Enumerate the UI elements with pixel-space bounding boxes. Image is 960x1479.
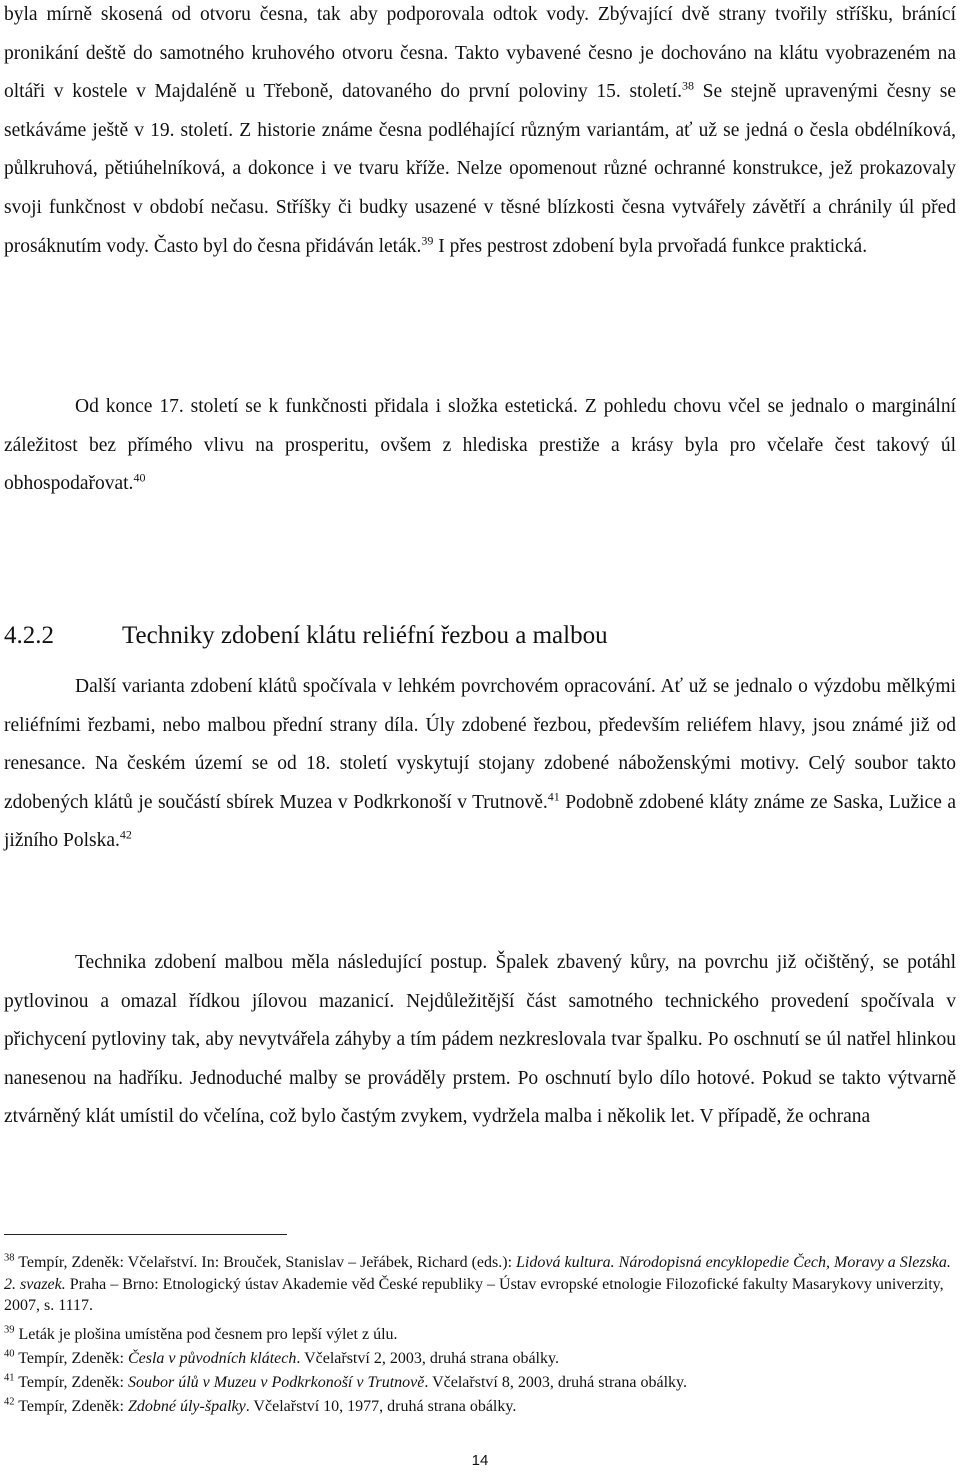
page-number: 14 xyxy=(471,1452,489,1469)
footnote-42-text-b: . Včelařství 10, 1977, druhá strana obálky. xyxy=(245,1398,517,1415)
footnote-42-text-a: Tempír, Zdeněk: xyxy=(14,1398,128,1415)
footnote-38-text-a: Tempír, Zdeněk: Včelařství. In: Brouček, Stanislav – Jeřábek, Richard (eds.): xyxy=(14,1254,517,1271)
footnote-38 xyxy=(4,1252,956,1317)
section-number: 4.2.2 xyxy=(4,622,54,649)
footnote-38-title: Lidová kultura. Národopisná encyklopedie Čech, Moravy a Slezska. 2. svazek. xyxy=(4,1254,951,1293)
footnote-separator xyxy=(4,1234,287,1235)
footnote-38-number: 38 xyxy=(4,1252,15,1264)
paragraph-4-text: Technika zdobení malbou měla následující postup. Špalek zbavený kůry, na povrchu již očištěný, se potáhl pytlovinou a omazal řídkou jílovou mazanicí. Nejdůležitější část samotného technického provedení spočívala v přichycení pytloviny tak, aby nevytvářela záhyby a tím pádem nezkreslovala tvar špalku. Po oschnutí se úl natřel hlinkou nanesenou na hadříku. Jednoduché malby se prováděly prstem. Po oschnutí bylo dílo hotové. Pokud se takto výtvarně ztvárněný klát umístil do včelína, což bylo častým zvykem, vydržela malba i několik let. V případě, že ochrana xyxy=(4,952,956,1128)
paragraph-4 xyxy=(4,944,956,1137)
paragraph-1-text-c: I přes pestrost zdobení byla prvořadá funkce praktická. xyxy=(433,235,868,257)
paragraph-3 xyxy=(4,668,956,861)
paragraph-2 xyxy=(4,388,956,504)
footnote-39 xyxy=(4,1324,956,1346)
paragraph-1 xyxy=(4,0,956,266)
footnote-40-number: 40 xyxy=(4,1348,15,1360)
footnote-ref-41[interactable]: 41 xyxy=(547,789,560,804)
paragraph-3-text-b: Podobně zdobené kláty známe ze Saska, Lužice a jižního Polska. xyxy=(4,791,956,852)
footnote-ref-40[interactable]: 40 xyxy=(133,470,146,485)
footnote-38-text-b: Praha – Brno: Etnologický ústav Akademie věd České republiky – Ústav evropské etnologie Filozofické fakulty Masarykovy univerzity, 2007, s. 1117. xyxy=(4,1275,944,1314)
paragraph-3-text-a: Další varianta zdobení klátů spočívala v lehkém povrchovém opracování. Ať už se jednalo o výzdobu mělkými reliéfními řezbami, nebo malbou přední strany díla. Úly zdobené řezbou, především reliéfem hlavy, jsou známé již od renesance. Na českém území se od 18. století vyskytují stojany zdobené náboženskými motivy. Celý soubor takto zdobených klátů je součástí sbírek Muzea v Podkrkonoší v Trutnově. xyxy=(4,676,956,813)
footnote-41-number: 41 xyxy=(4,1372,15,1384)
footnote-41-title: Soubor úlů v Muzeu v Podkrkonoší v Trutnově xyxy=(127,1374,425,1391)
footnote-42 xyxy=(4,1396,956,1418)
footnote-41 xyxy=(4,1372,956,1394)
footnote-39-text: Leták je plošina umístěna pod česnem pro lepší výlet z úlu. xyxy=(14,1326,398,1343)
paragraph-1-text-b: Se stejně upravenými česny se setkáváme ještě v 19. století. Z historie známe česna podléhající různým variantám, ať už se jedná o česla obdélníková, půlkruhová, pětiúhelníková, a dokonce i ve tvaru kříže. Nelze opomenout různé ochranné konstrukce, jež prokazovaly svoji funkčnost v období nečasu. Stříšky či budky usazené v těsné blízkosti česna vytvářely závětří a chránily úl před prosáknutím vody. Často byl do česna přidáván leták. xyxy=(4,81,957,257)
footnote-40-text-b: . Včelařství 2, 2003, druhá strana obálky. xyxy=(296,1350,559,1367)
section-title: Techniky zdobení klátu reliéfní řezbou a malbou xyxy=(122,622,608,649)
footnote-42-number: 42 xyxy=(4,1396,15,1408)
footnote-40-title: Česla v původních klátech xyxy=(127,1350,297,1367)
section-heading xyxy=(4,616,956,656)
footnote-ref-38[interactable]: 38 xyxy=(682,78,694,93)
footnote-39-number: 39 xyxy=(4,1324,15,1336)
footnote-42-title: Zdobné úly-špalky xyxy=(127,1398,246,1415)
footnote-ref-39[interactable]: 39 xyxy=(421,233,434,248)
footnote-40 xyxy=(4,1348,956,1370)
footnote-41-text-b: . Včelařství 8, 2003, druhá strana obálky. xyxy=(424,1374,687,1391)
footnote-40-text-a: Tempír, Zdeněk: xyxy=(14,1350,128,1367)
paragraph-1-text-a: byla mírně skosená od otvoru česna, tak aby podporovala odtok vody. Zbývající dvě strany tvořily stříšku, bránící pronikání deště do samotného kruhového otvoru česna. Takto vybavené česno je dochováno na klátu vyobrazeném na oltáři v kostele v Majdaléně u Třeboně, datovaného do první poloviny 15. století. xyxy=(4,4,956,103)
footnote-ref-42[interactable]: 42 xyxy=(119,827,132,842)
footnote-41-text-a: Tempír, Zdeněk: xyxy=(14,1374,128,1391)
paragraph-2-text: Od konce 17. století se k funkčnosti přidala i složka estetická. Z pohledu chovu včel se jednalo o marginální záležitost bez přímého vlivu na prosperitu, ovšem z hlediska prestiže a krásy byla pro včelaře čest takový úl obhospodařovat. xyxy=(4,396,956,495)
